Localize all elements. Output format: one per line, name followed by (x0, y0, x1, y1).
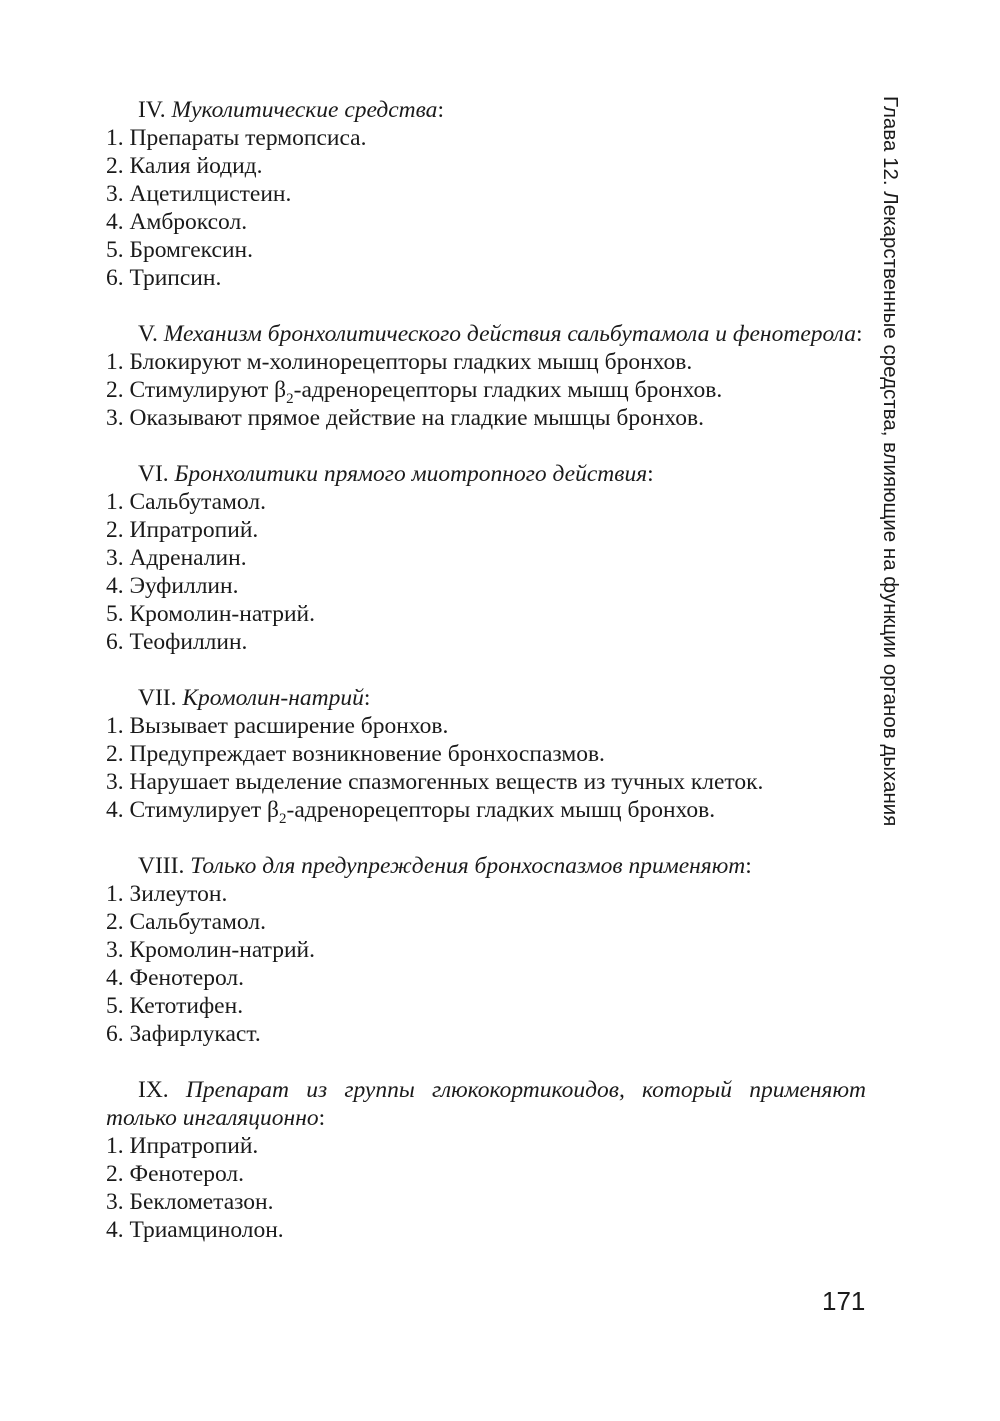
list-item: 2. Предупреждает возникновение бронхоспазмов. (106, 741, 605, 767)
section-heading (106, 96, 866, 124)
section-v (106, 320, 866, 432)
section-title: Кромолин-натрий (182, 685, 364, 711)
list-item: 4. Триамцинолон. (106, 1217, 284, 1243)
list-item (106, 376, 866, 407)
subscript: 2 (279, 811, 287, 827)
colon: : (437, 97, 444, 123)
list-item: 2. Фенотерол. (106, 1161, 245, 1187)
section-viii (106, 852, 866, 1048)
list-item-text: -адренорецепторы гладких мышц бронхов. (286, 797, 716, 823)
section-iv (106, 96, 866, 292)
list-item: 1. Зилеутон. (106, 881, 228, 907)
section-title: Только для предупреждения бронхоспазмов применяют (190, 853, 746, 879)
chapter-sidebar (875, 96, 905, 827)
colon: : (647, 461, 654, 487)
list-item: 3. Ацетилцистеин. (106, 181, 292, 207)
chapter-title: Глава 12. Лекарственные средства, влияющие на функции органов дыхания (879, 96, 902, 827)
section-heading (106, 460, 866, 488)
list-item: 5. Кромолин-натрий. (106, 601, 315, 627)
section-ix (106, 1076, 866, 1244)
list-item: 4. Амброксол. (106, 209, 248, 235)
list-item: 3. Кромолин-натрий. (106, 937, 315, 963)
list-item: 3. Адреналин. (106, 545, 247, 571)
section-heading (106, 684, 866, 712)
section-number: IV. (138, 97, 166, 123)
section-vii (106, 684, 866, 827)
list-item: 2. Сальбутамол. (106, 909, 266, 935)
section-title: Бронхолитики прямого миотропного действия (174, 461, 648, 487)
list-item: 1. Блокируют м-холинорецепторы гладких мышц бронхов. (106, 349, 693, 375)
list-item: 2. Ипратропий. (106, 517, 259, 543)
list-item: 6. Теофиллин. (106, 629, 248, 655)
list-item: 6. Трипсин. (106, 265, 222, 291)
subscript: 2 (286, 391, 294, 407)
list-item: 1. Вызывает расширение бронхов. (106, 713, 449, 739)
colon: : (363, 685, 371, 711)
page-number: 171 (822, 1286, 866, 1316)
section-title: Муколитические средства (171, 97, 438, 123)
list-item: 4. Эуфиллин. (106, 573, 239, 599)
list-item: 4. Фенотерол. (106, 965, 245, 991)
list-item-text: 2. Стимулируют β (106, 377, 287, 403)
section-number: VIII. (138, 853, 185, 879)
colon: : (745, 853, 752, 879)
list-item: 6. Зафирлукаст. (106, 1021, 261, 1047)
list-item-text: 4. Стимулирует β (106, 797, 280, 823)
list-item: 1. Препараты термопсиса. (106, 125, 367, 151)
section-heading (106, 852, 866, 880)
section-number: IX. (138, 1077, 169, 1103)
list-item (106, 796, 866, 827)
list-item: 1. Сальбутамол. (106, 489, 266, 515)
section-title: Препарат из группы глюкокортикоидов, который применяют только ингаляционно (106, 1077, 866, 1131)
section-title: Механизм бронхолитического действия сальбутамола и фенотерола (163, 321, 856, 347)
section-heading (106, 320, 866, 348)
section-number: VII. (138, 685, 177, 711)
list-item: 3. Беклометазон. (106, 1189, 274, 1215)
list-item: 3. Нарушает выделение спазмогенных веществ из тучных клеток. (106, 769, 764, 795)
section-number: V. (138, 321, 158, 347)
list-item: 5. Бромгексин. (106, 237, 253, 263)
list-item: 1. Ипратропий. (106, 1133, 259, 1159)
list-item: 5. Кетотифен. (106, 993, 244, 1019)
list-item-text: -адренорецепторы гладких мышц бронхов. (293, 377, 723, 403)
list-item: 2. Калия йодид. (106, 153, 263, 179)
colon: : (318, 1105, 326, 1131)
section-vi (106, 460, 866, 656)
section-heading (106, 1076, 866, 1132)
list-item: 3. Оказывают прямое действие на гладкие мышцы бронхов. (106, 405, 704, 431)
colon: : (855, 321, 863, 347)
page-content (106, 96, 866, 1272)
section-number: VI. (138, 461, 169, 487)
